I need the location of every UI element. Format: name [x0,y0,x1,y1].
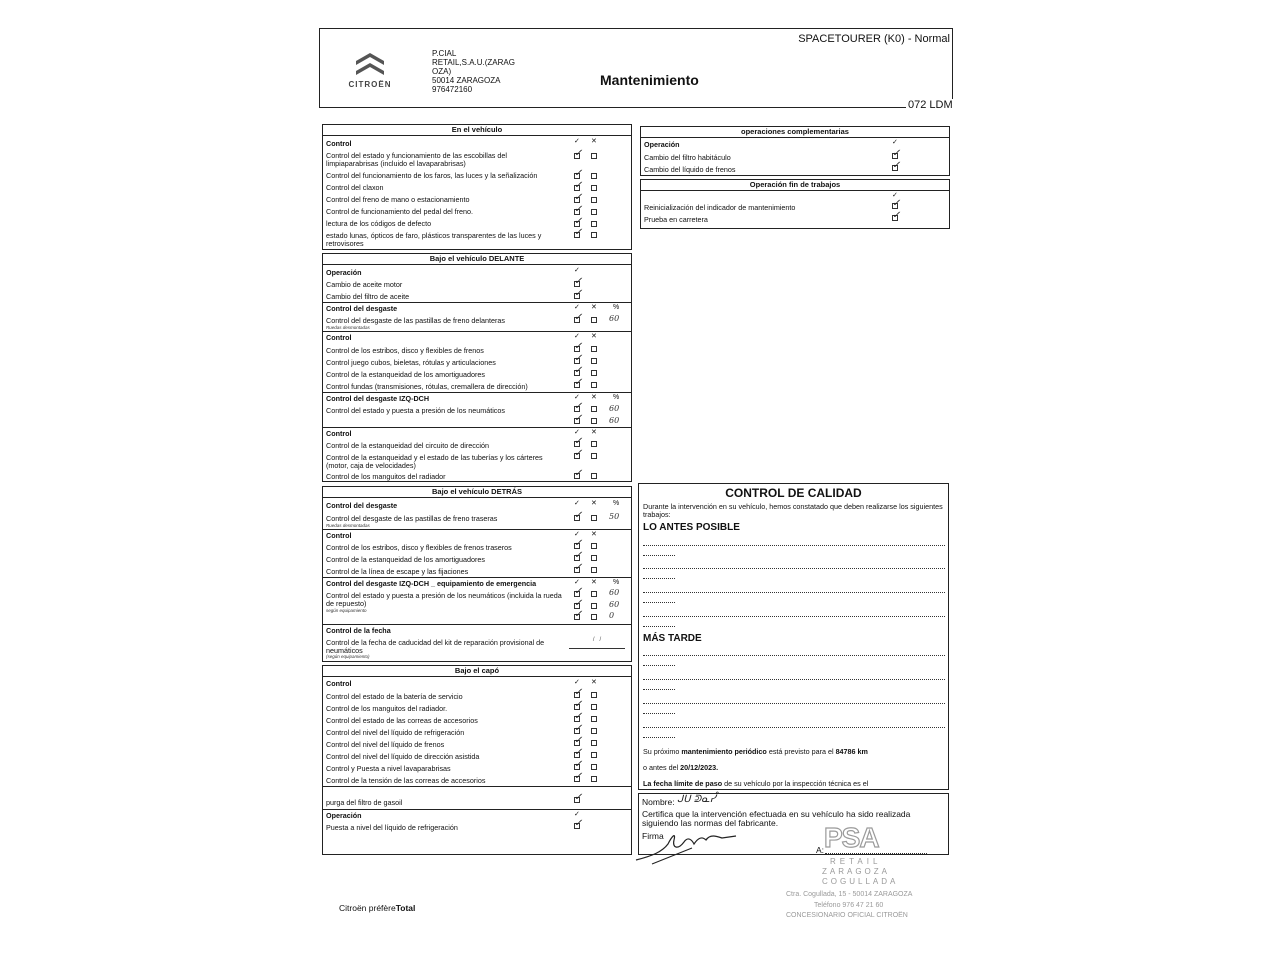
checkbox-ok[interactable] [574,185,580,191]
checkbox-ok[interactable] [574,281,580,287]
ok-header: ✓ [574,579,580,586]
check-item: lectura de los códigos de defecto [326,219,432,228]
check-item: Cambio de aceite motor [326,280,403,289]
note-line[interactable] [643,602,675,603]
note-line[interactable] [643,727,945,728]
note-line[interactable] [643,545,945,546]
ok-header: ✓ [574,304,580,311]
checkbox-ok[interactable] [574,764,580,770]
checkbox-ko[interactable] [591,716,597,722]
check-item: Control del estado y puesta a presión de los neumáticos (incluida la rueda de repuesto) [326,591,562,608]
section-title: Operación fin de trabajos [641,180,949,191]
check-item: Control del funcionamiento de los faros, las luces y la señalización [326,171,538,180]
pct-header: % [613,394,620,401]
check-item: Control del claxon [326,183,384,192]
checkbox-ok[interactable] [892,203,898,209]
pct-header: % [613,579,620,586]
checkbox-ok[interactable] [574,515,580,521]
checkbox-ok[interactable] [892,215,898,221]
divider [323,302,631,303]
checkbox-ko[interactable] [591,406,597,412]
dealer-stamp: PSA RETAIL ZARAGOZA COGULLADA Ctra. Cogullada, 15 - 50014 ZARAGOZA Teléfono 976 47 21 60 CONCESIONARIO OFICIAL CITROËN [786,822,913,919]
divider [323,624,631,625]
check-item: Control de los manguitos del radiador [326,472,446,481]
check-item: Control del desgaste de las pastillas de freno traseras [326,514,498,523]
asap-label: LO ANTES POSIBLE [643,522,740,533]
tyre-percent: 0 [609,611,615,620]
note-line[interactable] [643,655,945,656]
ko-header: ✕ [591,500,597,507]
tyre-percent: 60 [609,404,620,413]
psa-logo: PSA [824,822,879,853]
expiry-date-field[interactable]: / / [569,637,625,649]
page-title: Mantenimiento [600,72,699,88]
check-item: Cambio del filtro de aceite [326,292,410,301]
maintenance-code: 072 LDM [908,99,953,111]
check-item: Control del nivel del líquido de dirección asistida [326,752,480,761]
note-line[interactable] [643,713,675,714]
pct-header: % [613,304,620,311]
before-date: o antes del 20/12/2023. [643,763,719,772]
checkbox-ko[interactable] [591,728,597,734]
pct-header: % [613,500,620,507]
operation-label: Operación [326,811,362,820]
ko-header: ✕ [591,579,597,586]
signature-scribble [632,826,742,866]
checkbox-ok[interactable] [574,555,580,561]
check-item: Puesta a nivel del líquido de refrigeración [326,823,458,832]
checkbox-ok[interactable] [574,370,580,376]
checkbox-ok[interactable] [574,591,580,597]
signature-label: Firma [642,831,664,841]
checkbox-ok[interactable] [574,728,580,734]
wear-label: Control del desgaste [326,501,398,510]
ok-header: ✓ [574,500,580,507]
check-item: Control de la estanqueidad y el estado de las tuberías y los cárteres (motor, caja de velocidades) [326,453,543,470]
certification-text: Certifica que la intervención efectuada en su vehículo ha sido realizada siguiendo las normas del fabricante. [642,809,911,828]
note-line[interactable] [643,568,945,569]
control-label: Control [326,679,352,688]
check-item: Control del estado de la batería de servicio [326,692,463,701]
check-item: Prueba en carretera [644,215,708,224]
wear-label: Control del desgaste [326,304,398,313]
checkbox-ko[interactable] [591,473,597,479]
footer-brand: Citroën préfèreTotal [339,903,416,913]
section-title: En el vehículo [323,125,631,136]
note-line[interactable] [643,679,945,680]
next-service: Su próximo mantenimiento periódico está previsto para el 84786 km [643,747,868,756]
check-item: Control del estado y puesta a presión de los neumáticos [326,406,505,415]
date-label: Control de la fecha [326,626,391,635]
section-title: Bajo el vehículo DELANTE [323,254,631,265]
check-item: Cambio del líquido de frenos [644,165,736,174]
check-item: Control del nivel del líquido de frenos [326,740,445,749]
divider [323,529,631,530]
complementary-section [640,126,950,176]
check-item: Control del freno de mano o estacionamiento [326,195,470,204]
check-item: Control de la tensión de las correas de accesorios [326,776,486,785]
note-line[interactable] [643,555,675,556]
checkbox-ko[interactable] [591,692,597,698]
operation-label: Operación [644,140,680,149]
checkbox-ko[interactable] [591,441,597,447]
tyre-percent: 60 [609,588,620,597]
checkbox-ko[interactable] [591,358,597,364]
checkbox-ok[interactable] [574,209,580,215]
checkbox-ko[interactable] [591,232,597,238]
check-item: Control de la estanqueidad del circuito de dirección [326,441,490,450]
checkbox-ok[interactable] [574,692,580,698]
checkbox-ko[interactable] [591,453,597,459]
name-handwriting: ᒍᑌ ᕲᓇᓮ [677,794,716,805]
section-title: operaciones complementarias [641,127,949,138]
divider [323,786,631,787]
check-item: Control de la fecha de caducidad del kit de reparación provisional de neumáticos [326,638,545,655]
checkbox-ko[interactable] [591,153,597,159]
vehicle-section [322,124,632,250]
checkbox-ok[interactable] [574,776,580,782]
ko-header: ✕ [591,138,597,145]
check-item: Control juego cubos, bieletas, rótulas y articulaciones [326,358,496,367]
checkbox-ok[interactable] [574,293,580,299]
check-subnote: según equipamiento [326,608,367,613]
checkbox-ok[interactable] [574,752,580,758]
checkbox-ko[interactable] [591,173,597,179]
ok-header: ✓ [574,429,580,436]
checkbox-ok[interactable] [892,165,898,171]
checkbox-ko[interactable] [591,591,597,597]
checkbox-ko[interactable] [591,185,597,191]
place-label: A: [816,845,825,855]
checkbox-ok[interactable] [574,406,580,412]
checkbox-ok[interactable] [574,346,580,352]
header-box [319,28,953,108]
check-item: estado lunas, ópticos de faro, plásticos transparentes de las luces y retrovisores [326,231,542,248]
note-line[interactable] [643,616,945,617]
check-item: Control de los estribos, disco y flexibles de frenos [326,346,484,355]
rear-section [322,486,632,662]
quality-intro: Durante la intervención en su vehículo, hemos constatado que deben realizarse los siguientes trabajos: [643,502,943,519]
divider [323,427,631,428]
check-item: Control y Puesta a nivel lavaparabrisas [326,764,451,773]
check-item: Control de los manguitos del radiador. [326,704,448,713]
check-subnote: (según equipamiento) [326,654,370,659]
checkbox-ok[interactable] [574,153,580,159]
checkbox-ok[interactable] [574,473,580,479]
ok-header: ✓ [574,679,580,686]
check-subnote: Ruedas desmontadas [326,325,370,330]
checkbox-ok[interactable] [574,823,580,829]
checkbox-ko[interactable] [591,555,597,561]
checkbox-ko[interactable] [591,603,597,609]
ok-header: ✓ [574,811,580,818]
checkbox-ko[interactable] [591,704,597,710]
ko-header: ✕ [591,429,597,436]
checkbox-ko[interactable] [591,382,597,388]
vehicle-model: SPACETOURER (K0) - Normal [798,33,950,45]
checkbox-ko[interactable] [591,209,597,215]
check-item: Control del nivel del líquido de refrigeración [326,728,465,737]
checkbox-ok[interactable] [574,797,580,803]
divider [323,809,631,810]
quality-title: CONTROL DE CALIDAD [725,486,862,500]
check-item: Control de la estanqueidad de los amortiguadores [326,370,486,379]
tyre-percent: 60 [609,600,620,609]
checkbox-ok[interactable] [574,441,580,447]
checkbox-ok[interactable] [574,418,580,424]
ko-header: ✕ [591,679,597,686]
ko-header: ✕ [591,333,597,340]
section-title: Bajo el capó [323,666,631,677]
ok-header: ✓ [574,531,580,538]
checkbox-ok[interactable] [574,453,580,459]
check-item: Cambio del filtro habitáculo [644,153,731,162]
ko-header: ✕ [591,394,597,401]
checkbox-ok[interactable] [574,197,580,203]
checkbox-ok[interactable] [574,232,580,238]
note-line[interactable] [643,626,675,627]
inspection-limit: La fecha límite de paso de su vehículo por la inspección técnica es el [643,779,869,788]
divider [323,577,631,578]
ok-header: ✓ [574,333,580,340]
end-section [640,179,950,229]
checkbox-ko[interactable] [591,740,597,746]
brand-name: CITROËN [348,80,392,89]
checkbox-ok[interactable] [574,704,580,710]
check-item: Control del estado y funcionamiento de las escobillas del limpiaparabrisas (incluido el lavaparabrisas) [326,151,507,168]
section-title: Bajo el vehículo DETRÁS [323,487,631,498]
checkbox-ko[interactable] [591,346,597,352]
front-section [322,253,632,482]
checkbox-ko[interactable] [591,543,597,549]
check-item: Control de funcionamiento del pedal del freno. [326,207,474,216]
citroen-logo [340,43,400,93]
checkbox-ko[interactable] [591,370,597,376]
checkbox-ko[interactable] [591,221,597,227]
check-item: Control de la línea de escape y las fijaciones [326,567,469,576]
operation-label: Operación [326,268,362,277]
checkbox-ko[interactable] [591,197,597,203]
ok-header: ✓ [892,139,898,146]
ok-header: ✓ [892,192,898,199]
check-subnote: Ruedas desmontadas [326,523,370,528]
note-line[interactable] [643,578,675,579]
checkbox-ok[interactable] [574,614,580,620]
check-item: Control de los estribos, disco y flexibles de frenos traseros [326,543,512,552]
control-label: Control [326,429,352,438]
checkbox-ko[interactable] [591,567,597,573]
name-label: Nombre: [642,797,675,807]
checkbox-ko[interactable] [591,614,597,620]
dealer-address: P.CIAL RETAIL,S.A.U.(ZARAG OZA) 50014 ZARAGOZA 976472160 [432,49,515,94]
wear-percent: 60 [609,314,620,323]
ko-header: ✕ [591,304,597,311]
checkbox-ko[interactable] [591,317,597,323]
check-item: Control del estado de las correas de accesorios [326,716,478,725]
wear-izq-label: Control del desgaste IZQ-DCH _ equipamiento de emergencia [326,579,537,588]
check-item: Reinicialización del indicador de mantenimiento [644,203,796,212]
checkbox-ko[interactable] [591,752,597,758]
check-item: Control fundas (transmisiones, rótulas, cremallera de dirección) [326,382,528,391]
check-item: Control del desgaste de las pastillas de freno delanteras [326,316,505,325]
later-label: MÁS TARDE [643,633,702,644]
checkbox-ko[interactable] [591,418,597,424]
divider [323,392,631,393]
checkbox-ok[interactable] [574,173,580,179]
note-line[interactable] [643,703,945,704]
note-line[interactable] [643,665,675,666]
ok-header: ✓ [574,394,580,401]
control-label: Control [326,531,352,540]
checkbox-ko[interactable] [591,515,597,521]
control-label: Control [326,333,352,342]
ok-header: ✓ [574,138,580,145]
checkbox-ko[interactable] [591,776,597,782]
tyre-percent: 60 [609,416,620,425]
checkbox-ok[interactable] [574,567,580,573]
quality-section [638,483,949,790]
wear-percent: 50 [609,512,620,521]
checkbox-ok[interactable] [892,153,898,159]
check-item: Control de la estanqueidad de los amortiguadores [326,555,486,564]
check-item: purga del filtro de gasoil [326,798,403,807]
note-line[interactable] [643,737,675,738]
control-label: Control [326,139,352,148]
checkbox-ko[interactable] [591,764,597,770]
checkbox-ok[interactable] [574,740,580,746]
wear-izq-label: Control del desgaste IZQ-DCH [326,394,430,403]
checkbox-ok[interactable] [574,543,580,549]
divider [323,331,631,332]
checkbox-ok[interactable] [574,317,580,323]
checkbox-ok[interactable] [574,716,580,722]
note-line[interactable] [643,689,675,690]
note-line[interactable] [643,592,945,593]
ko-header: ✕ [591,531,597,538]
hood-section [322,665,632,855]
checkbox-ok[interactable] [574,358,580,364]
ok-header: ✓ [574,267,580,274]
checkbox-ok[interactable] [574,382,580,388]
